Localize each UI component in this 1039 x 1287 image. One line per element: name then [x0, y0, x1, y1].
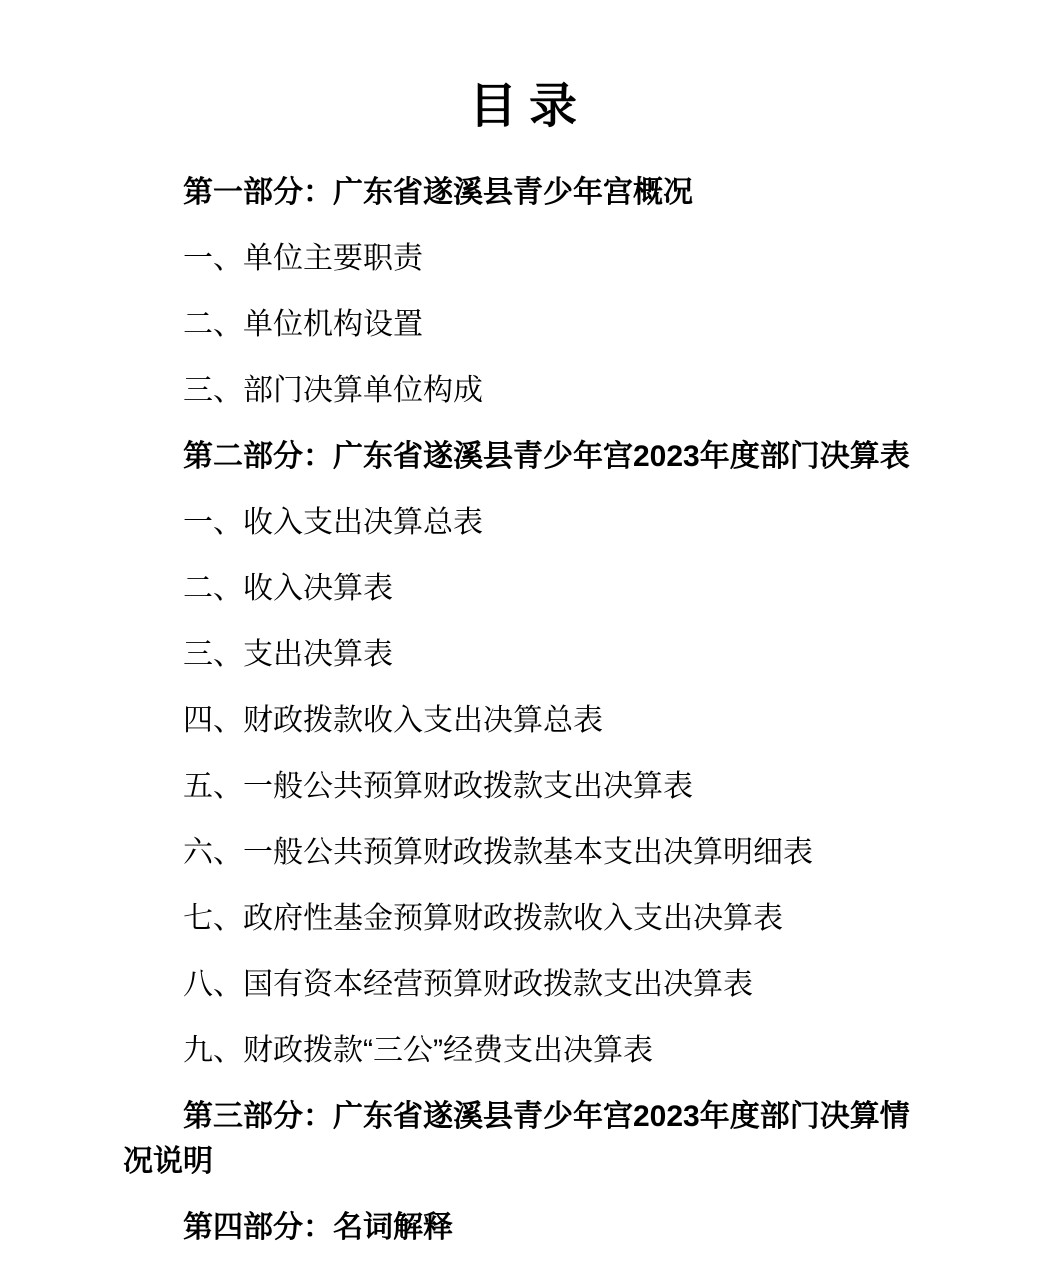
toc-section-heading: 第三部分：广东省遂溪县青少年宫2023年度部门决算情况说明 [123, 1100, 910, 1178]
toc-item: 八、国有资本经营预算财政拨款支出决算表 [183, 968, 753, 1001]
toc-list [123, 170, 923, 1250]
toc-item: 一、收入支出决算总表 [183, 506, 483, 539]
toc-section-heading: 第二部分：广东省遂溪县青少年宫2023年度部门决算表 [183, 440, 910, 473]
toc-item: 二、收入决算表 [183, 572, 393, 605]
toc-item: 四、财政拨款收入支出决算总表 [183, 704, 603, 737]
toc-item: 七、政府性基金预算财政拨款收入支出决算表 [183, 902, 783, 935]
toc-item: 三、部门决算单位构成 [183, 374, 483, 407]
toc-section-heading: 第一部分：广东省遂溪县青少年宫概况 [183, 176, 693, 209]
toc-item: 六、一般公共预算财政拨款基本支出决算明细表 [183, 836, 813, 869]
toc-item: 三、支出决算表 [183, 638, 393, 671]
toc-item: 九、财政拨款“三公”经费支出决算表 [183, 1034, 653, 1067]
toc-item: 五、一般公共预算财政拨款支出决算表 [183, 770, 693, 803]
page-title: 目 录 [468, 80, 577, 133]
toc-item: 二、单位机构设置 [183, 308, 423, 341]
toc-item: 一、单位主要职责 [183, 242, 423, 275]
toc-section-heading: 第四部分：名词解释 [183, 1211, 453, 1244]
